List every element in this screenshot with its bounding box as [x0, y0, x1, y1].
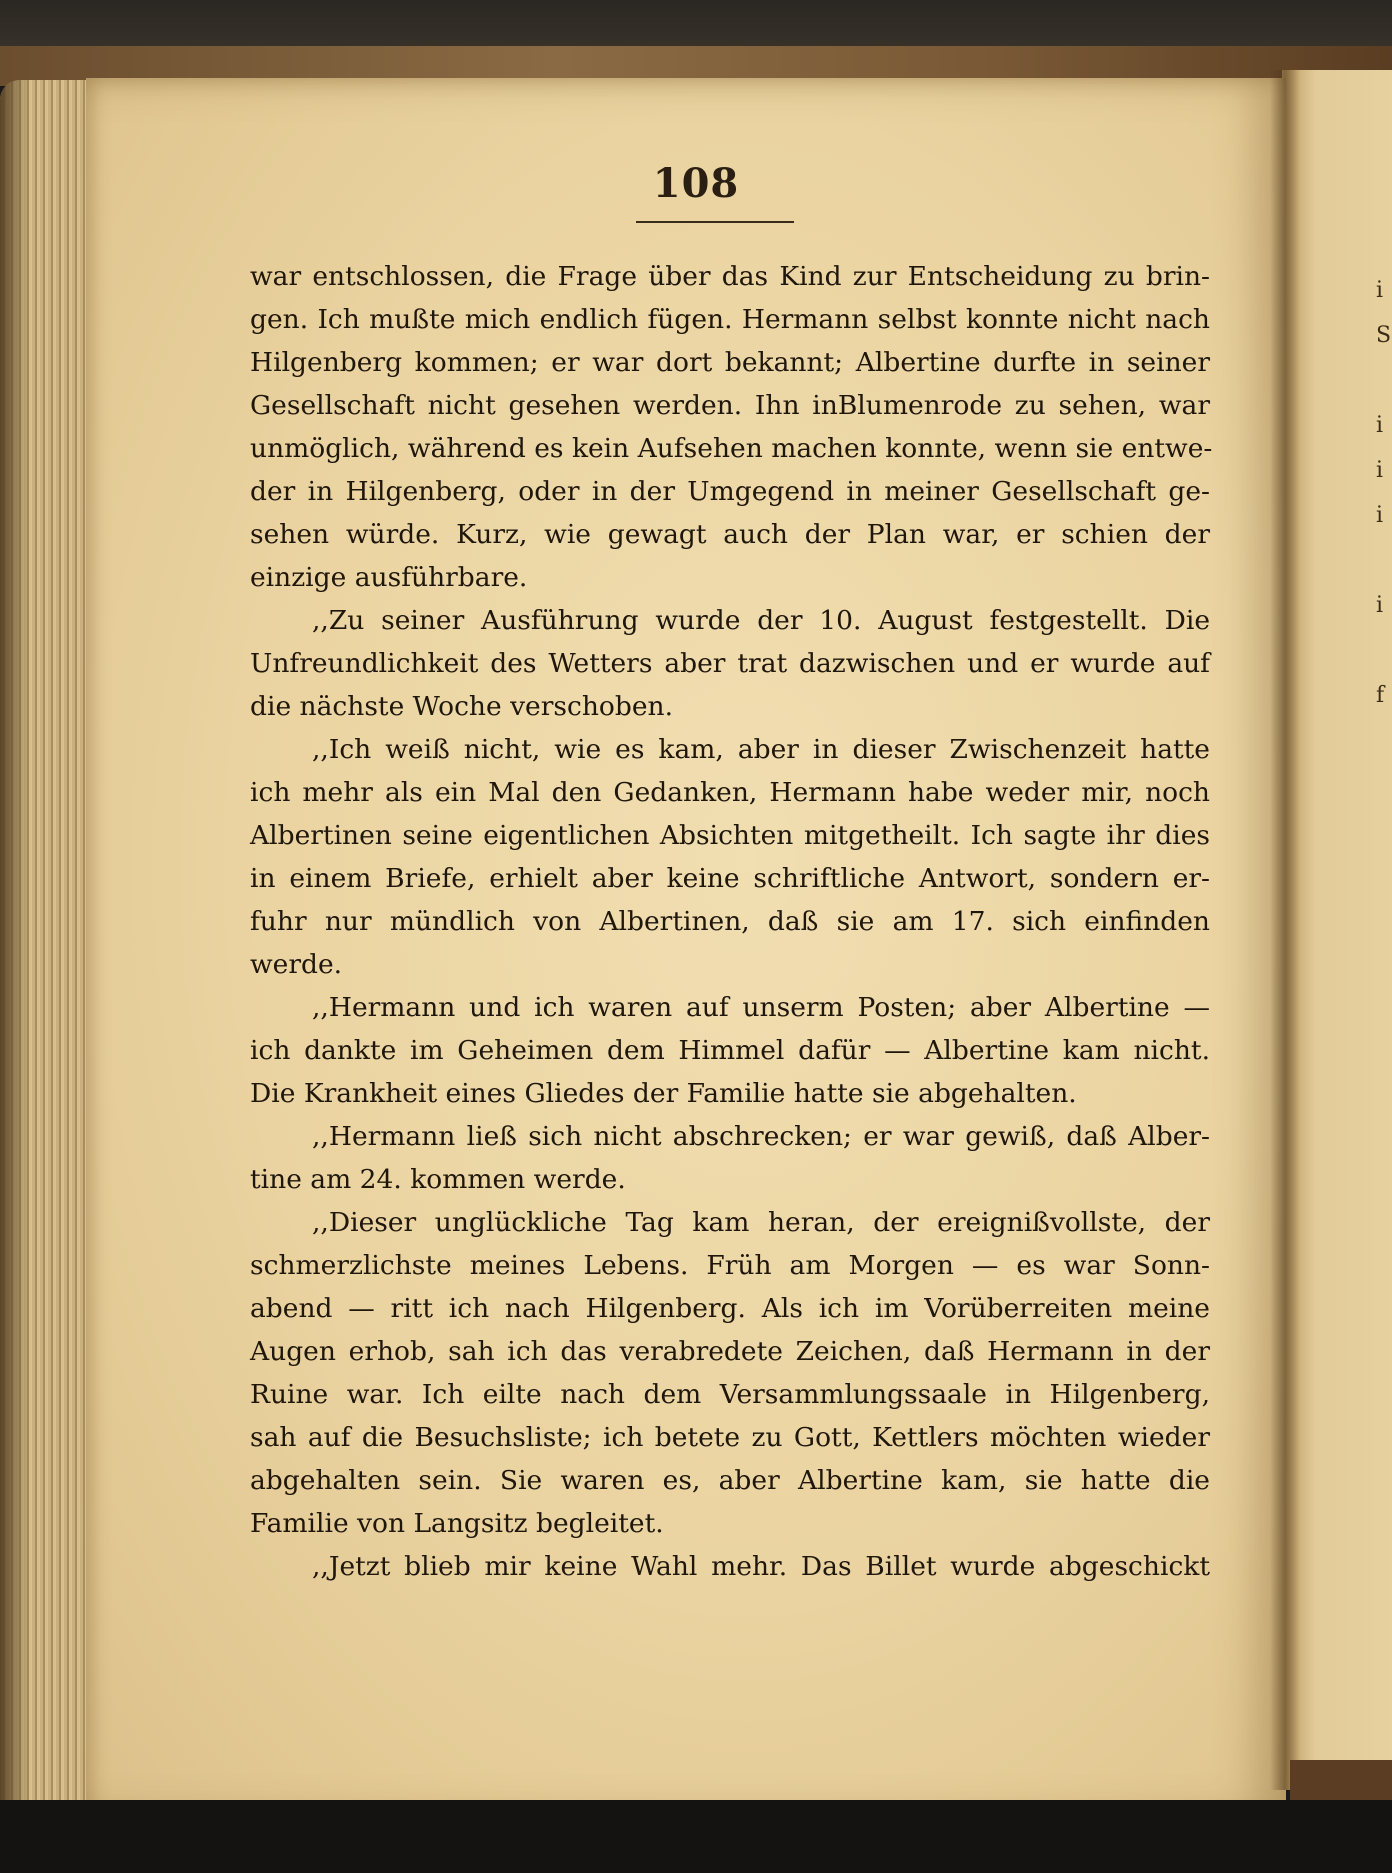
- text-line: Gesellschaft nicht gesehen werden. Ihn inBlumenrode zu sehen, war: [250, 390, 1210, 421]
- text-line: ,,Dieser unglückliche Tag kam heran, der ereignißvollste, der: [312, 1207, 1210, 1238]
- facing-page-fragment: i: [1376, 458, 1384, 483]
- text-line: Augen erhob, sah ich das verabredete Zeichen, daß Hermann in der: [250, 1336, 1210, 1367]
- text-line: Ruine war. Ich eilte nach dem Versammlungssaale in Hilgenberg,: [250, 1379, 1210, 1410]
- text-line: werde.: [250, 949, 343, 980]
- book-gutter: [1270, 70, 1300, 1790]
- text-line: ,,Jetzt blieb mir keine Wahl mehr. Das Billet wurde abgeschickt: [312, 1551, 1210, 1582]
- facing-page-fragment: S: [1376, 323, 1392, 348]
- text-line: einzige ausführbare.: [250, 562, 528, 593]
- book-cover-bottom: [1290, 1760, 1392, 1800]
- text-line: ,,Zu seiner Ausführung wurde der 10. August festgestellt. Die: [312, 605, 1210, 636]
- text-line: schmerzlichste meines Lebens. Früh am Morgen — es war Sonn-: [250, 1250, 1210, 1281]
- facing-page-fragment: i: [1376, 503, 1384, 528]
- facing-page-fragment: i: [1376, 413, 1384, 438]
- body-text: [250, 255, 1213, 1588]
- text-line: der in Hilgenberg, oder in der Umgegend in meiner Gesellschaft ge-: [250, 476, 1210, 507]
- text-line: fuhr nur mündlich von Albertinen, daß sie am 17. sich einfinden: [250, 906, 1210, 937]
- facing-page-fragment: f: [1376, 683, 1385, 708]
- page-number-rule: [636, 221, 794, 223]
- text-line: abend — ritt ich nach Hilgenberg. Als ich im Vorüberreiten meine: [250, 1293, 1210, 1324]
- page-edges-shadow: [0, 80, 30, 1820]
- text-line: Hilgenberg kommen; er war dort bekannt; Albertine durfte in seiner: [250, 347, 1210, 378]
- text-line: die nächste Woche verschoben.: [250, 691, 674, 722]
- facing-page-fragment: i: [1376, 593, 1384, 618]
- text-line: in einem Briefe, erhielt aber keine schriftliche Antwort, sondern er-: [250, 863, 1210, 894]
- text-line: gen. Ich mußte mich endlich fügen. Hermann selbst konnte nicht nach: [250, 304, 1210, 335]
- text-line: ,,Hermann ließ sich nicht abschrecken; er war gewiß, daß Alber-: [312, 1121, 1210, 1152]
- text-line: tine am 24. kommen werde.: [250, 1164, 626, 1195]
- text-line: Unfreundlichkeit des Wetters aber trat dazwischen und er wurde auf: [250, 648, 1210, 679]
- text-line: ich mehr als ein Mal den Gedanken, Hermann habe weder mir, noch: [250, 777, 1210, 808]
- text-line: Die Krankheit eines Gliedes der Familie hatte sie abgehalten.: [250, 1078, 1077, 1109]
- facing-page-fragment: [1376, 628, 1392, 673]
- text-line: ,,Hermann und ich waren auf unserm Posten; aber Albertine —: [312, 992, 1210, 1023]
- text-line: abgehalten sein. Sie waren es, aber Albertine kam, sie hatte die: [250, 1465, 1210, 1496]
- text-line: sah auf die Besuchsliste; ich betete zu Gott, Kettlers möchten wieder: [250, 1422, 1210, 1453]
- text-line: Familie von Langsitz begleitet.: [250, 1508, 664, 1539]
- text-line: Albertinen seine eigentlichen Absichten mitgetheilt. Ich sagte ihr dies: [250, 820, 1210, 851]
- page-number: 108: [652, 160, 740, 207]
- facing-page-fragment: [1376, 358, 1392, 403]
- background-bottom: [0, 1800, 1392, 1873]
- text-line: ,,Ich weiß nicht, wie es kam, aber in dieser Zwischenzeit hatte: [312, 734, 1210, 765]
- facing-page-fragment: i: [1376, 278, 1384, 303]
- facing-page-fragment: [1376, 538, 1392, 583]
- text-line: unmöglich, während es kein Aufsehen machen konnte, wenn sie entwe-: [250, 433, 1213, 464]
- text-line: war entschlossen, die Frage über das Kind zur Entscheidung zu brin-: [250, 261, 1210, 292]
- text-line: sehen würde. Kurz, wie gewagt auch der Plan war, er schien der: [250, 519, 1210, 550]
- text-line: ich dankte im Geheimen dem Himmel dafür — Albertine kam nicht.: [250, 1035, 1210, 1066]
- facing-page-text-fragments: [1376, 268, 1392, 718]
